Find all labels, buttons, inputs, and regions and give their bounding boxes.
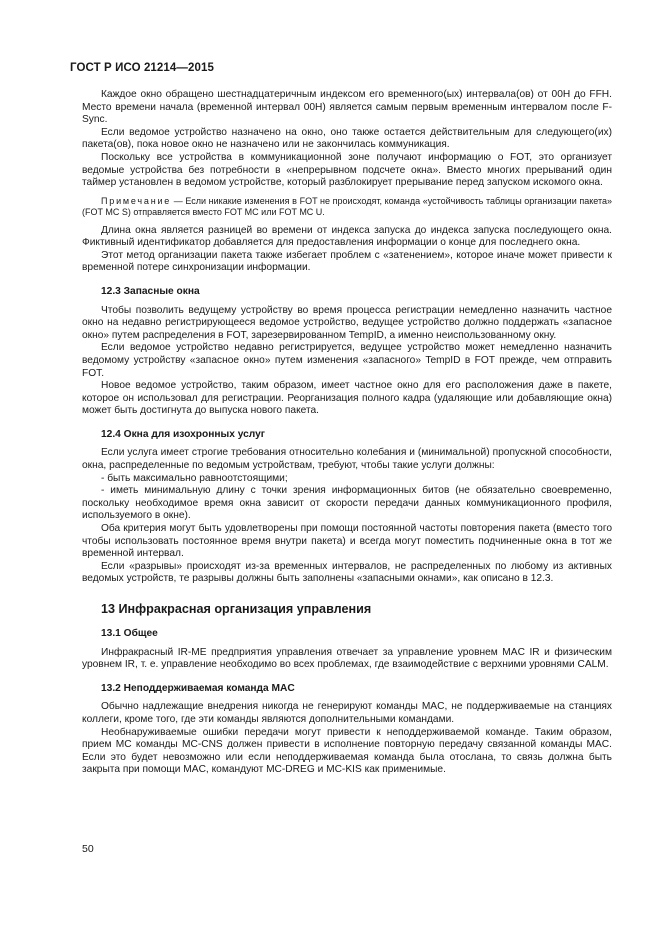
paragraph: Оба критерия могут быть удовлетворены при помощи постоянной частоты повторения пакета (вместо того чтобы использовать постоянное время внутри пакета) и всегда могут поместить подчиненные окна в тот же временной интервал. <box>82 523 612 560</box>
paragraph: Этот метод организации пакета также избегает проблем с «затенением», которое иначе может привести к временной потере синхронизации информации. <box>82 249 612 274</box>
section-heading-13-2: 13.2 Неподдерживаемая команда MAC <box>101 682 295 694</box>
paragraph: Если услуга имеет строгие требования относительно колебания и (минимальной) пропускной способности, окна, распределенные по ведомым устройствам, требуют, чтобы такие услуги должны: <box>82 447 612 472</box>
section-heading-12-4: 12.4 Окна для изохронных услуг <box>101 428 266 440</box>
paragraph: Инфракрасный IR-ME предприятия управления отвечает за управление уровнем MAC IR и физическим уровнем IR, т. е. управление необходимо во всех проблемах, где взаимодействие с верхними уровнями CALM. <box>82 646 612 671</box>
section-heading-13: 13 Инфракрасная организация управления <box>101 602 372 616</box>
section-heading-13-1: 13.1 Общее <box>101 628 158 639</box>
note-text: — Если никакие изменения в FOT не происходят, команда «устойчивость таблицы организации пакета» (FOT MC S) отправляется вместо FOT MC или FOT MC U. <box>82 195 612 218</box>
paragraph: Длина окна является разницей во времени от индекса запуска до индекса запуска последующего окна. Фиктивный идентификатор добавляется для предоставления информации о конце для последнего окна. <box>82 224 612 249</box>
paragraph: Каждое окно обращено шестнадцатеричным индексом его временного(ых) интервала(ов) от 00H до FFH. Место времени начала (временной интервал 00H) является самым первым временным интервалом после F-Sync. <box>82 89 612 126</box>
paragraph: Необнаруживаемые ошибки передачи могут привести к неподдерживаемой команде. Таким образом, прием MC команды MC-CNS должен привести в исполнение повторную передачу связанной команды MAC. Если это будет невозможно или если неподдерживаемая команда была отослана, то связь должна быть закрыта при помощи MAC, командуют MC-DREG и MC-KIS как применимые. <box>82 726 612 776</box>
paragraph: Поскольку все устройства в коммуникационной зоне получают информацию о FOT, это организует ведомые устройства без потребности в «непрерывном подсчете окна». Вместо многих прерываний один таймер установлен в ведомом устройстве, который разблокирует прерывание перед запуском искомого окна. <box>82 151 612 189</box>
list-item: - быть максимально равноотстоящими; <box>101 472 288 484</box>
section-heading-12-3: 12.3 Запасные окна <box>101 285 200 297</box>
document-body <box>82 89 612 777</box>
note <box>82 196 612 219</box>
note-label: Примечание <box>101 195 172 206</box>
list-item: - иметь минимальную длину с точки зрения информационных битов (не обязательно своевременно, поскольку необходимое время окна зависит от скорости передачи данных коммуникационного профиля, используемого в окне). <box>82 485 612 522</box>
document-header: ГОСТ Р ИСО 21214—2015 <box>70 62 215 74</box>
page-number: 50 <box>82 843 94 855</box>
paragraph: Если ведомое устройство недавно регистрируется, ведущее устройство может немедленно назначить ведомому устройству «запасное окно» путем изменения «запасного» TempID в FOT прежде, чем отправить FOT. <box>82 342 612 379</box>
paragraph: Чтобы позволить ведущему устройству во время процесса регистрации немедленно назначить частное окно на недавно регистрирующееся ведомое устройство, ведущее устройство должно поддержать «запасное окно» путем распределения в FOT, зарезервированном TempID, а именно неиспользованному окну. <box>82 304 612 341</box>
paragraph: Обычно надлежащие внедрения никогда не генерируют команды MAC, не поддерживаемые на станциях коллеги, кроме того, где эти команды являются дополнительными командами. <box>82 701 612 725</box>
paragraph: Если «разрывы» происходят из-за временных интервалов, не распределенных по любому из активных ведомых устройств, те разрывы должны быть заполнены «запасными окнами», как описано в 12.3. <box>82 560 612 585</box>
paragraph: Если ведомое устройство назначено на окно, оно также остается действительным для следующего(их) пакета(ов), пока новое окно не назначено или не закончилась коммуникация. <box>82 126 612 151</box>
paragraph: Новое ведомое устройство, таким образом, имеет частное окно для его расположения даже в пакете, которое он использовал для регистрации. Реорганизация полного кадра (удаляющие или добавляющие окна) может быть достигнута до выпуска нового пакета. <box>82 380 612 417</box>
